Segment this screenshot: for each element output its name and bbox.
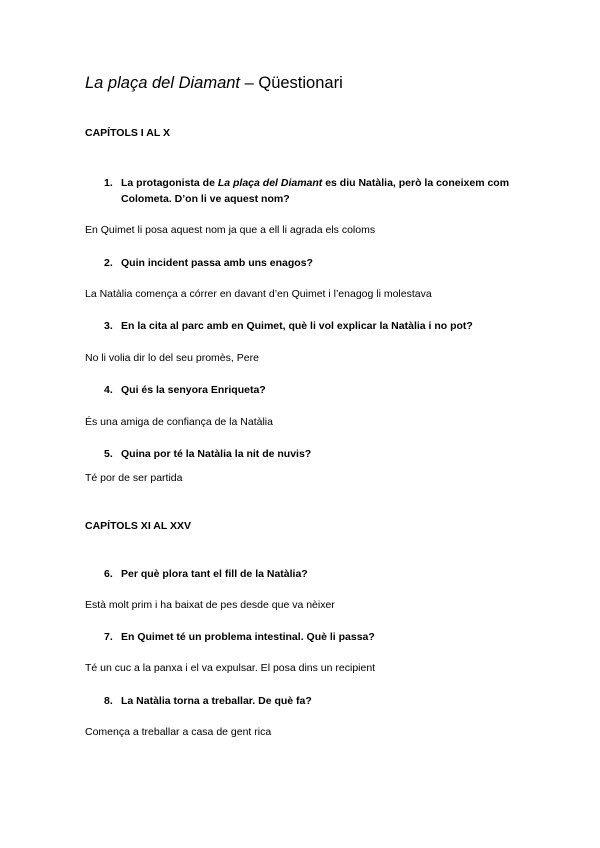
section-heading-2: CAPÍTOLS XI AL XXV [85,520,191,532]
question-number: 1. [104,177,113,189]
question-number: 5. [104,448,113,460]
question-text: Qui és la senyora Enriqueta? [121,384,266,396]
page-title [85,74,343,93]
question-text: En Quimet té un problema intestinal. Què li passa? [121,631,375,643]
book-title: La plaça del Diamant [85,74,241,92]
question-number: 3. [104,320,113,332]
question-text: Quin incident passa amb uns enagos? [121,257,313,269]
question-text: Quina por té la Natàlia la nit de nuvis? [121,448,312,460]
question-text [121,175,521,207]
question-text-pre: La protagonista de [121,177,218,189]
question-text: En la cita al parc amb en Quimet, què li vol explicar la Natàlia i no pot? [121,320,473,332]
question-number: 2. [104,257,113,269]
question-text-post: es diu Natàlia, però la coneixem com Colometa. D’on li ve aquest nom? [121,177,510,205]
section-heading-1: CAPÍTOLS I AL X [85,127,170,139]
answer-text: Està molt prim i ha baixat de pes desde que va nèixer [85,599,335,611]
answer-text: No li volia dir lo del seu promès, Pere [85,352,259,364]
question-number: 7. [104,631,113,643]
answer-text: La Natàlia comença a córrer en davant d’en Quimet i l’enagog li molestava [85,288,432,300]
answer-text: En Quimet li posa aquest nom ja que a ell li agrada els coloms [85,224,376,236]
question-text: La Natàlia torna a treballar. De què fa? [121,695,312,707]
answer-text: Té por de ser partida [85,472,183,484]
answer-text: Té un cuc a la panxa i el va expulsar. El posa dins un recipient [85,662,376,674]
title-suffix: – Qüestionari [240,74,343,92]
answer-text: És una amiga de confiança de la Natàlia [85,416,273,428]
question-number: 4. [104,384,113,396]
question-number: 8. [104,695,113,707]
answer-text: Comença a treballar a casa de gent rica [85,726,272,738]
question-text-italic: La plaça del Diamant [217,177,323,189]
question-text: Per què plora tant el fill de la Natàlia? [121,568,308,580]
question-number: 6. [104,568,113,580]
